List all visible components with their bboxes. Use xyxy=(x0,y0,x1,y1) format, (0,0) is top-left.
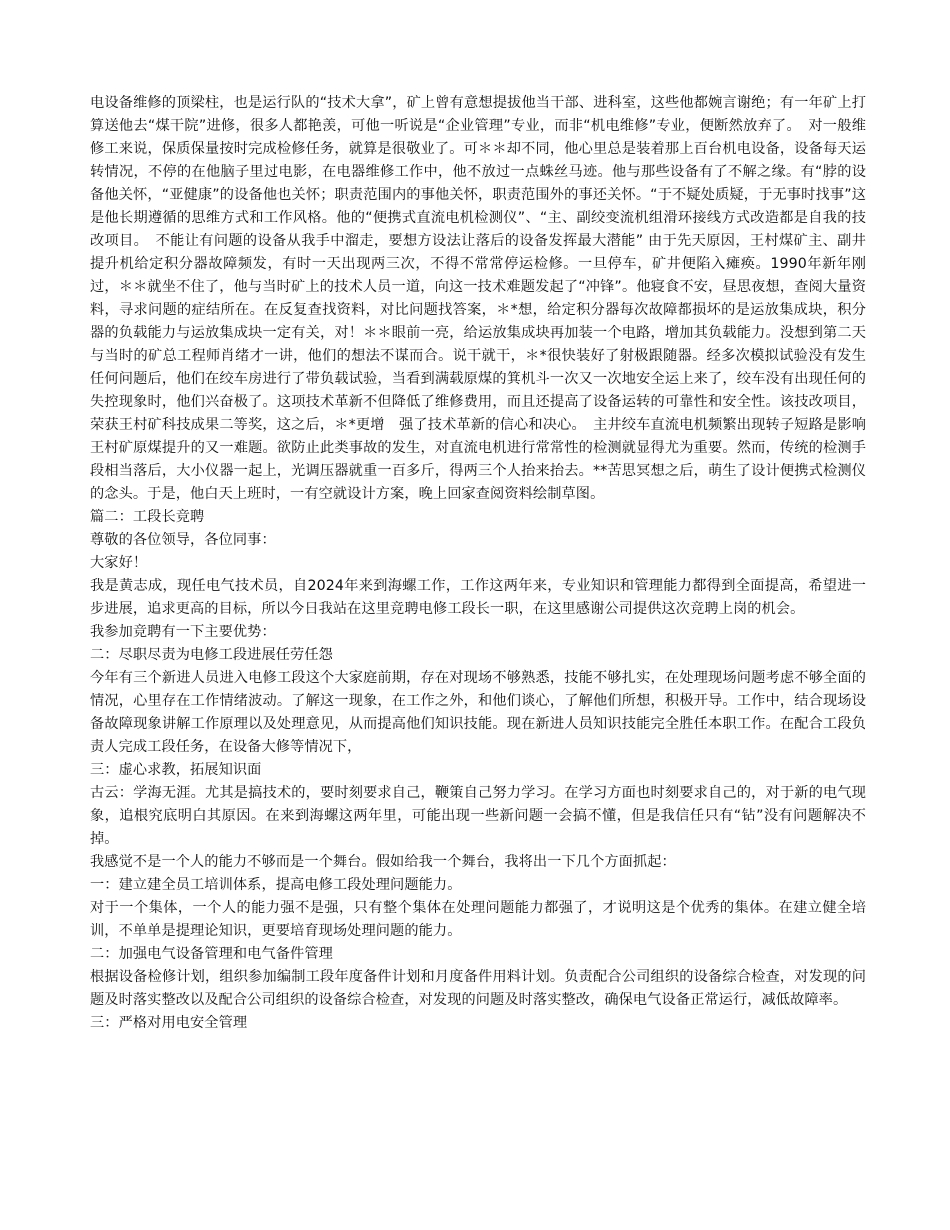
body-paragraph-intro: 电设备维修的顶梁柱，也是运行队的“技术大拿”，矿上曾有意想提拔他当干部、进科室，这些他都婉言谢绝；有一年矿上打算送他去“煤干院”进修，很多人都艳羡，可他一听说是“企业管理”专业，而非“机电维修”专业，便断然放弃了。 对一般维修工来说，保质保量按时完成检修任务，就算是很敬业了。可＊＊却不同，他心里总是装着那上百台机电设备，设备每天运转情况，不停的在他脑子里过电影，在电器维修工作中，他不放过一点蛛丝马迹。他与那些设备有了不解之缘。有“脖的设备他关怀，“亚健康”的设备他也关怀；职责范围内的事他关怀，职责范围外的事还关怀。“于不疑处质疑，于无事时找事”这是他长期遵循的思维方式和工作风格。他的“便携式直流电机检测仪”、“主、副绞变流机组滑环接线方式改造都是自我的技改项目。 不能让有问题的设备从我手中溜走，要想方设法让落后的设备发挥最大潜能” 由于先天原因，王村煤矿主、副井提升机给定积分器故障频发，有时一天出现两三次，不得不常常停运检修。一旦停车，矿井便陷入瘫痪。1990年新年刚过，＊＊就坐不住了，他与当时矿上的技术人员一道，向这一技术难题发起了“冲锋”。他寝食不安，昼思夜想，查阅大量资料，寻求问题的症结所在。在反复查找资料，对比问题找答案，＊*想，给定积分器每次故障都损坏的是运放集成块，积分器的负载能力与运放集成块一定有关，对！＊＊眼前一亮，给运放集成块再加装一个电路，增加其负载能力。没想到第二天与当时的矿总工程师肖绪才一讲，他们的想法不谋而合。说干就干，＊*很快装好了射极跟随器。经多次模拟试验没有发生任何问题后，他们在绞车房进行了带负载试验，当看到满载原煤的箕机斗一次又一次地安全运上来了，绞车没有出现任何的失控现象时，他们兴奋极了。这项技术革新不但降低了维修费用，而且还提高了设备运转的可靠性和安全性。该技改项目，荣获王村矿科技成果二等奖，这之后，＊*更增 强了技术革新的信心和决心。 主井绞车直流电机频繁出现转子短路是影响王村矿原煤提升的又一难题。欲防止此类事故的发生，对直流电机进行常常性的检测就显得尤为重要。然而，传统的检测手段相当落后，大小仪器一起上，光调压器就重一百多斤，得两三个人抬来抬去。**苦思冥想之后，萌生了设计便携式检测仪的念头。于是，他白天上班时，一有空就设计方案，晚上回家查阅资料绘制草图。 xyxy=(90,95,866,502)
body-paragraph: 根据设备检修计划，组织参加编制工段年度备件计划和月度备件用料计划。负责配合公司组织的设备综合检查，对发现的问题及时落实整改以及配合公司组织的设备综合检查，对发现的问题及时落实整改，确保电气设备正常运行，减低故障率。 xyxy=(90,969,866,1008)
body-paragraph: 古云：学海无涯。尤其是搞技术的，要时刻要求自己，鞭策自己努力学习。在学习方面也时刻要求自己的，对于新的电气现象，追根究底明白其原因。在来到海螺这两年里，可能出现一些新问题一会搞不懂，但是我信任只有“钻”没有问题解决不掉。 xyxy=(90,785,866,847)
greeting: 大家好！ xyxy=(90,555,148,571)
body-paragraph: 我感觉不是一个人的能力不够而是一个舞台。假如给我一个舞台，我将出一下几个方面抓起： xyxy=(90,854,676,870)
subheading: 三：虚心求教，拓展知识面 xyxy=(90,762,262,778)
body-paragraph: 我是黄志成，现任电气技术员，自2024年来到海螺工作，工作这两年来，专业知识和管理能力都得到全面提高，希望进一步进展，追求更高的目标，所以今日我站在这里竞聘电修工段长一职，在这里感谢公司提供这次竞聘上岗的机会。 xyxy=(90,578,866,617)
document-page xyxy=(90,92,866,1035)
subheading: 一：建立建全员工培训体系，提高电修工段处理问题能力。 xyxy=(90,877,462,893)
salutation: 尊敬的各位领导，各位同事： xyxy=(90,532,276,548)
body-paragraph: 对于一个集体，一个人的能力强不是强，只有整个集体在处理问题能力都强了，才说明这是个优秀的集体。在建立健全培训，不单单是提理论知识，更要培育现场处理问题的能力。 xyxy=(90,900,866,939)
body-paragraph: 今年有三个新进人员进入电修工段这个大家庭前期，存在对现场不够熟悉，技能不够扎实，在处理现场问题考虑不够全面的情况，心里存在工作情绪波动。了解这一现象，在工作之外，和他们谈心，了解他们所想，积极开导。工作中，结合现场设备故障现象讲解工作原理以及处理意见，从而提高他们知识技能。现在新进人员知识技能完全胜任本职工作。在配合工段负责人完成工段任务，在设备大修等情况下， xyxy=(90,670,866,755)
body-paragraph: 我参加竞聘有一下主要优势： xyxy=(90,624,276,640)
subheading: 三：严格对用电安全管理 xyxy=(90,1015,248,1031)
section-heading: 篇二：工段长竞聘 xyxy=(90,509,205,525)
subheading: 二：尽职尽责为电修工段进展任劳任怨 xyxy=(90,647,333,663)
subheading: 二：加强电气设备管理和电气备件管理 xyxy=(90,946,333,962)
